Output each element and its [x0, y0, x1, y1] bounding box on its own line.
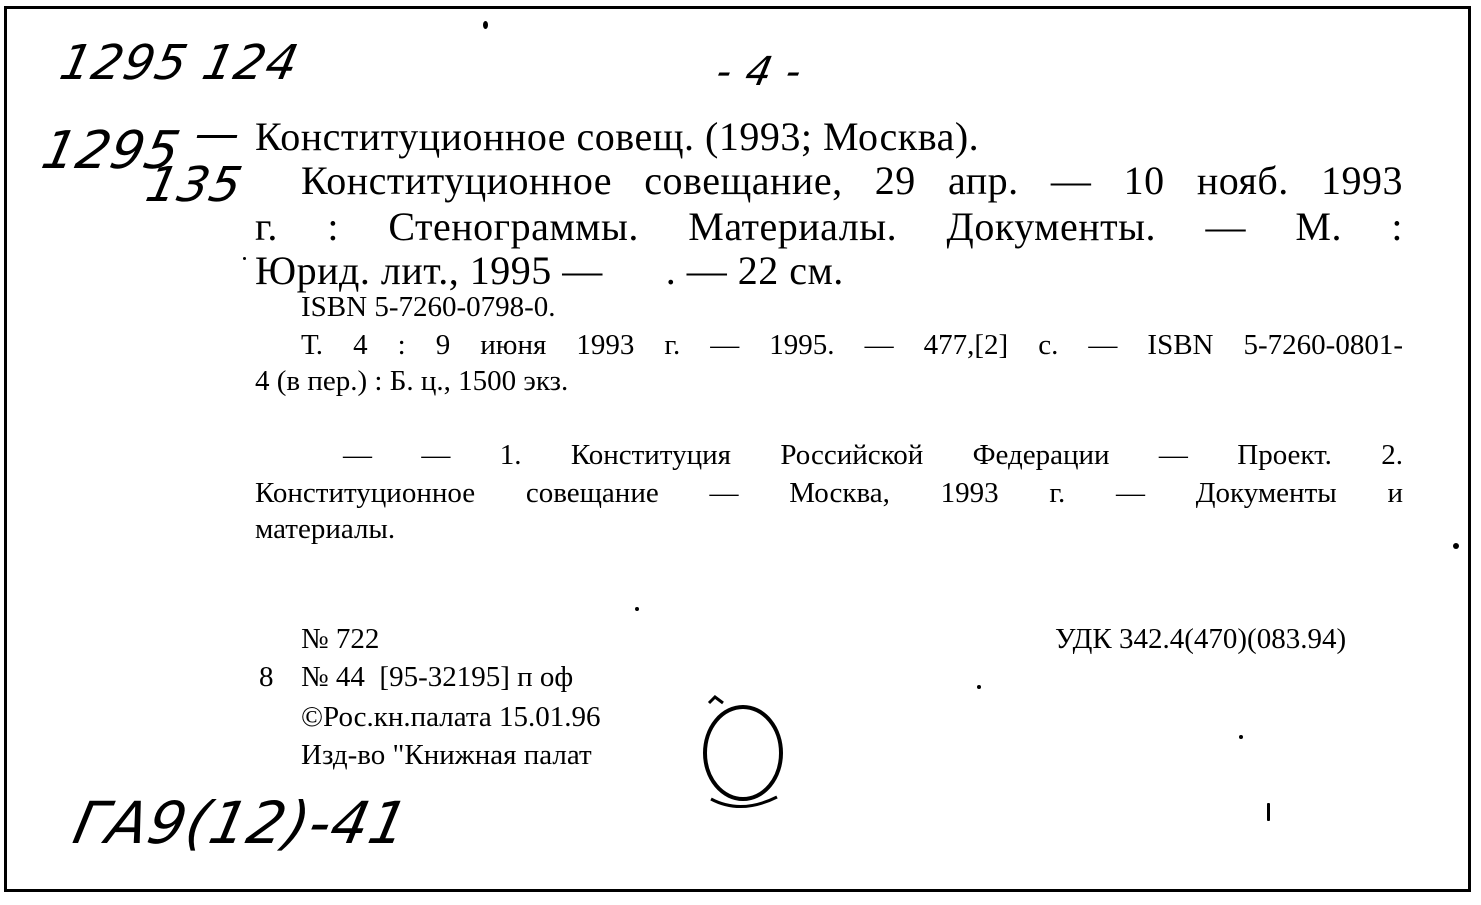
scan-speck — [635, 607, 639, 611]
title-line-3: Юрид. лит., 1995 — . — 22 см. — [255, 248, 844, 293]
handwritten-shelfmark-2: 1295 — [36, 121, 186, 181]
scan-speck — [977, 685, 981, 689]
subject-line-2: Конституционное совещание — Москва, 1993 г. — Документы и — [255, 477, 1403, 509]
number-722: № 722 — [301, 623, 380, 655]
isbn-general: ISBN 5-7260-0798-0. — [301, 291, 556, 323]
subject-line-3: материалы. — [255, 513, 396, 545]
publisher-line: Изд-во "Книжная палат — [301, 739, 592, 771]
title-line-1: Конституционное совещание, 29 апр. — 10 нояб. 1993 — [301, 158, 1403, 203]
handwritten-shelfmark-2-sub: 135 — [141, 157, 248, 213]
subject-line-1: — — 1. Конституция Российской Федерации — Проект. 2. — [343, 439, 1403, 471]
scan-speck — [483, 21, 488, 29]
copyright-line: ©Рос.кн.палата 15.01.96 — [301, 701, 601, 733]
volume-line-1: Т. 4 : 9 июня 1993 г. — 1995. — 477,[2] с. — ISBN 5-7260-0801- — [301, 329, 1403, 361]
scan-speck — [243, 257, 246, 260]
scan-speck — [1453, 543, 1459, 549]
number-44: № 44 [95-32195] п оф — [301, 661, 574, 693]
handwritten-page-number: - 4 - — [712, 49, 807, 95]
handwritten-shelfmark-1: 1295 124 — [55, 35, 304, 91]
handwritten-classification: ГА9(12)-41 — [67, 789, 415, 857]
scan-speck — [1239, 735, 1243, 739]
volume-line-2: 4 (в пер.) : Б. ц., 1500 экз. — [255, 365, 569, 397]
udk-code: УДК 342.4(470)(083.94) — [1055, 623, 1347, 655]
catalog-card — [4, 6, 1471, 892]
marker-8: 8 — [259, 661, 274, 693]
handwritten-fraction-bar — [197, 135, 238, 138]
scan-speck — [1267, 803, 1270, 821]
heading: Конституционное совещ. (1993; Москва). — [255, 114, 980, 159]
circle-stamp — [689, 695, 799, 825]
title-line-2: г. : Стенограммы. Материалы. Документы. — М. : — [255, 204, 1403, 249]
